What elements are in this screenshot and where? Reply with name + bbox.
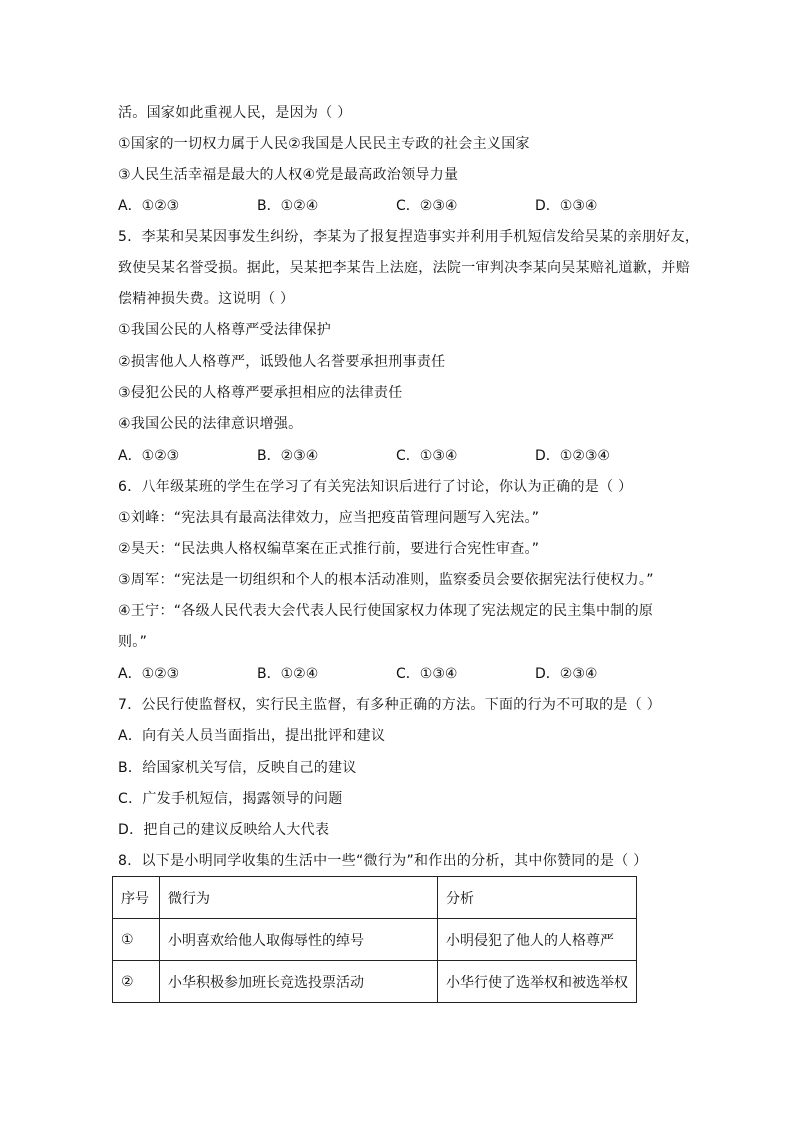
q7-option-b[interactable]: B．给国家机关写信，反映自己的建议 [118, 760, 357, 776]
q6-item-1: ①刘峰：“宪法具有最高法律效力，应当把疫苗管理问题写入宪法。” [118, 510, 540, 526]
q7-option-a[interactable]: A．向有关人员当面指出，提出批评和建议 [118, 728, 386, 744]
q7-stem: 7．公民行使监督权，实行民主监督，有多种正确的方法。下面的行为不可取的是（ ） [118, 697, 662, 713]
row-index: ② [113, 961, 160, 1003]
q5-option-c[interactable]: C．①③④ [396, 448, 458, 464]
q6-stem: 6．八年级某班的学生在学习了有关宪法知识后进行了讨论，你认为正确的是（ ） [118, 479, 633, 495]
q5-item-2: ②损害他人人格尊严，诋毁他人名誉要承担刑事责任 [118, 354, 446, 370]
q6-option-b[interactable]: B．①②④ [257, 666, 319, 682]
q5-stem-line-1: 5．李某和吴某因事发生纠纷，李某为了报复捏造事实并利用手机短信发给吴某的亲朋好友， [118, 229, 700, 245]
row-analysis: 小华行使了选举权和被选举权 [438, 961, 637, 1003]
q4-item-1-2: ①国家的一切权力属于人民②我国是人民民主专政的社会主义国家 [118, 136, 530, 152]
row-analysis: 小明侵犯了他人的人格尊严 [438, 919, 637, 961]
q4-item-3-4: ③人民生活幸福是最大的人权④党是最高政治领导力量 [118, 167, 459, 183]
q6-item-3: ③周军：“宪法是一切组织和个人的根本活动准则，监察委员会要依据宪法行使权力。” [118, 572, 654, 588]
header-behavior: 微行为 [159, 877, 437, 919]
q6-option-d[interactable]: D．②③④ [535, 666, 598, 682]
q8-table [112, 876, 637, 1003]
row-index: ① [113, 919, 160, 961]
row-behavior: 小华积极参加班长竞选投票活动 [159, 961, 437, 1003]
q8-stem: 8．以下是小明同学收集的生活中一些“微行为”和作出的分析，其中你赞同的是（ ） [118, 853, 648, 869]
q5-item-4: ④我国公民的法律意识增强。 [118, 416, 303, 432]
q5-stem-line-2: 致使吴某名誉受损。据此，吴某把李某告上法庭，法院一审判决李某向吴某赔礼道歉，并赔 [118, 260, 690, 276]
q4-option-a[interactable]: A．①②③ [118, 198, 180, 214]
q7-option-d[interactable]: D．把自己的建议反映给人大代表 [118, 822, 330, 838]
q4-option-d[interactable]: D．①③④ [535, 198, 598, 214]
q6-option-a[interactable]: A．①②③ [118, 666, 180, 682]
table-header-row [113, 877, 637, 919]
table-row [113, 919, 637, 961]
q6-item-4-line-2: 则。” [118, 634, 148, 650]
q6-item-4-line-1: ④王宁：“各级人民代表大会代表人民行使国家权力体现了宪法规定的民主集中制的原 [118, 603, 654, 619]
q4-option-b[interactable]: B．①②④ [257, 198, 319, 214]
header-analysis: 分析 [438, 877, 637, 919]
q4-stem-tail: 活。国家如此重视人民，是因为（ ） [118, 105, 352, 121]
header-index: 序号 [113, 877, 160, 919]
q5-option-d[interactable]: D．①②③④ [535, 448, 610, 464]
q5-option-b[interactable]: B．②③④ [257, 448, 319, 464]
q5-option-a[interactable]: A．①②③ [118, 448, 180, 464]
q4-option-c[interactable]: C．②③④ [396, 198, 458, 214]
q6-item-2: ②昊天：“民法典人格权编草案在正式推行前，要进行合宪性审查。” [118, 541, 540, 557]
q5-stem-line-3: 偿精神损失费。这说明（ ） [118, 291, 295, 307]
q7-option-c[interactable]: C．广发手机短信，揭露领导的问题 [118, 791, 343, 807]
q5-item-3: ③侵犯公民的人格尊严要承担相应的法律责任 [118, 385, 403, 401]
q5-item-1: ①我国公民的人格尊严受法律保护 [118, 322, 332, 338]
table-row [113, 961, 637, 1003]
row-behavior: 小明喜欢给他人取侮辱性的绰号 [159, 919, 437, 961]
q6-option-c[interactable]: C．①③④ [396, 666, 458, 682]
